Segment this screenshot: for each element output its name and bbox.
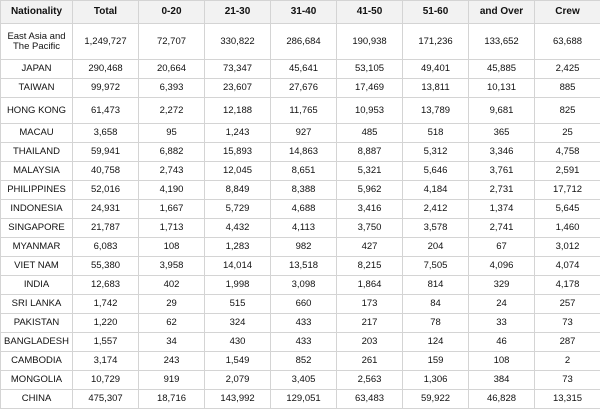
age-21-30-cell: 1,998 (205, 276, 271, 295)
column-header-age-and-over: and Over (469, 1, 535, 24)
table-row (1, 124, 600, 143)
total-cell: 55,380 (73, 257, 139, 276)
age-and-over-cell: 2,731 (469, 181, 535, 200)
age-21-30-cell: 15,893 (205, 143, 271, 162)
table-body (1, 24, 600, 409)
column-header-age-31-40: 31-40 (271, 1, 337, 24)
table-row (1, 257, 600, 276)
age-and-over-cell: 3,346 (469, 143, 535, 162)
age-31-40-cell: 3,098 (271, 276, 337, 295)
crew-cell: 4,758 (535, 143, 600, 162)
age-and-over-cell: 46,828 (469, 390, 535, 409)
age-41-50-cell: 5,321 (337, 162, 403, 181)
nationality-cell: TAIWAN (1, 79, 73, 98)
total-cell: 1,557 (73, 333, 139, 352)
nationality-cell: PHILIPPINES (1, 181, 73, 200)
age-0-20-cell: 6,393 (139, 79, 205, 98)
age-31-40-cell: 286,684 (271, 24, 337, 60)
age-21-30-cell: 4,432 (205, 219, 271, 238)
age-51-60-cell: 159 (403, 352, 469, 371)
age-21-30-cell: 2,079 (205, 371, 271, 390)
age-51-60-cell: 1,306 (403, 371, 469, 390)
age-21-30-cell: 23,607 (205, 79, 271, 98)
table-row (1, 219, 600, 238)
age-21-30-cell: 430 (205, 333, 271, 352)
table-row (1, 276, 600, 295)
table-row (1, 181, 600, 200)
age-41-50-cell: 217 (337, 314, 403, 333)
age-41-50-cell: 17,469 (337, 79, 403, 98)
age-41-50-cell: 203 (337, 333, 403, 352)
age-51-60-cell: 518 (403, 124, 469, 143)
total-cell: 12,683 (73, 276, 139, 295)
age-51-60-cell: 4,184 (403, 181, 469, 200)
age-0-20-cell: 18,716 (139, 390, 205, 409)
crew-cell: 13,315 (535, 390, 600, 409)
crew-cell: 73 (535, 371, 600, 390)
age-21-30-cell: 1,283 (205, 238, 271, 257)
age-31-40-cell: 11,765 (271, 98, 337, 124)
age-31-40-cell: 982 (271, 238, 337, 257)
crew-cell: 257 (535, 295, 600, 314)
age-41-50-cell: 63,483 (337, 390, 403, 409)
total-cell: 3,658 (73, 124, 139, 143)
age-and-over-cell: 365 (469, 124, 535, 143)
age-0-20-cell: 1,667 (139, 200, 205, 219)
age-51-60-cell: 78 (403, 314, 469, 333)
age-51-60-cell: 7,505 (403, 257, 469, 276)
age-and-over-cell: 3,761 (469, 162, 535, 181)
crew-cell: 3,012 (535, 238, 600, 257)
nationality-cell: MACAU (1, 124, 73, 143)
table-row (1, 60, 600, 79)
age-0-20-cell: 402 (139, 276, 205, 295)
age-21-30-cell: 8,849 (205, 181, 271, 200)
age-41-50-cell: 3,416 (337, 200, 403, 219)
age-41-50-cell: 8,215 (337, 257, 403, 276)
table-row (1, 143, 600, 162)
age-21-30-cell: 12,045 (205, 162, 271, 181)
age-0-20-cell: 72,707 (139, 24, 205, 60)
column-header-age-41-50: 41-50 (337, 1, 403, 24)
age-0-20-cell: 2,272 (139, 98, 205, 124)
nationality-cell: PAKISTAN (1, 314, 73, 333)
table-row (1, 238, 600, 257)
age-and-over-cell: 329 (469, 276, 535, 295)
column-header-crew: Crew (535, 1, 600, 24)
crew-cell: 73 (535, 314, 600, 333)
crew-cell: 63,688 (535, 24, 600, 60)
total-cell: 40,758 (73, 162, 139, 181)
nationality-cell: MONGOLIA (1, 371, 73, 390)
age-51-60-cell: 49,401 (403, 60, 469, 79)
nationality-cell: CAMBODIA (1, 352, 73, 371)
crew-cell: 5,645 (535, 200, 600, 219)
age-41-50-cell: 190,938 (337, 24, 403, 60)
nationality-cell: VIET NAM (1, 257, 73, 276)
age-31-40-cell: 8,651 (271, 162, 337, 181)
age-41-50-cell: 261 (337, 352, 403, 371)
age-31-40-cell: 8,388 (271, 181, 337, 200)
age-41-50-cell: 10,953 (337, 98, 403, 124)
nationality-cell: CHINA (1, 390, 73, 409)
age-and-over-cell: 24 (469, 295, 535, 314)
column-header-age-51-60: 51-60 (403, 1, 469, 24)
age-and-over-cell: 2,741 (469, 219, 535, 238)
header-row (1, 1, 600, 24)
table-row (1, 352, 600, 371)
age-and-over-cell: 1,374 (469, 200, 535, 219)
age-51-60-cell: 3,578 (403, 219, 469, 238)
age-31-40-cell: 3,405 (271, 371, 337, 390)
age-0-20-cell: 34 (139, 333, 205, 352)
age-31-40-cell: 14,863 (271, 143, 337, 162)
age-and-over-cell: 45,885 (469, 60, 535, 79)
age-and-over-cell: 10,131 (469, 79, 535, 98)
age-21-30-cell: 1,549 (205, 352, 271, 371)
age-31-40-cell: 129,051 (271, 390, 337, 409)
total-cell: 24,931 (73, 200, 139, 219)
age-31-40-cell: 4,688 (271, 200, 337, 219)
total-cell: 475,307 (73, 390, 139, 409)
age-21-30-cell: 1,243 (205, 124, 271, 143)
table-row (1, 295, 600, 314)
nationality-cell: JAPAN (1, 60, 73, 79)
age-41-50-cell: 2,563 (337, 371, 403, 390)
total-cell: 99,972 (73, 79, 139, 98)
age-51-60-cell: 171,236 (403, 24, 469, 60)
crew-cell: 2,591 (535, 162, 600, 181)
age-31-40-cell: 45,641 (271, 60, 337, 79)
column-header-nationality: Nationality (1, 1, 73, 24)
nationality-cell: SRI LANKA (1, 295, 73, 314)
age-0-20-cell: 6,882 (139, 143, 205, 162)
age-51-60-cell: 59,922 (403, 390, 469, 409)
age-and-over-cell: 46 (469, 333, 535, 352)
age-31-40-cell: 660 (271, 295, 337, 314)
age-and-over-cell: 9,681 (469, 98, 535, 124)
crew-cell: 885 (535, 79, 600, 98)
crew-cell: 287 (535, 333, 600, 352)
nationality-cell: MALAYSIA (1, 162, 73, 181)
table-row (1, 162, 600, 181)
total-cell: 1,220 (73, 314, 139, 333)
nationality-cell: BANGLADESH (1, 333, 73, 352)
age-0-20-cell: 108 (139, 238, 205, 257)
age-0-20-cell: 29 (139, 295, 205, 314)
age-51-60-cell: 5,646 (403, 162, 469, 181)
age-31-40-cell: 4,113 (271, 219, 337, 238)
crew-cell: 2 (535, 352, 600, 371)
crew-cell: 1,460 (535, 219, 600, 238)
age-31-40-cell: 927 (271, 124, 337, 143)
total-cell: 52,016 (73, 181, 139, 200)
age-21-30-cell: 330,822 (205, 24, 271, 60)
total-cell: 6,083 (73, 238, 139, 257)
age-41-50-cell: 53,105 (337, 60, 403, 79)
age-21-30-cell: 12,188 (205, 98, 271, 124)
age-0-20-cell: 62 (139, 314, 205, 333)
column-header-age-21-30: 21-30 (205, 1, 271, 24)
age-51-60-cell: 2,412 (403, 200, 469, 219)
age-41-50-cell: 8,887 (337, 143, 403, 162)
nationality-cell: INDIA (1, 276, 73, 295)
age-and-over-cell: 67 (469, 238, 535, 257)
table-row (1, 371, 600, 390)
age-21-30-cell: 515 (205, 295, 271, 314)
age-41-50-cell: 173 (337, 295, 403, 314)
total-cell: 61,473 (73, 98, 139, 124)
table-row (1, 200, 600, 219)
age-31-40-cell: 13,518 (271, 257, 337, 276)
age-31-40-cell: 852 (271, 352, 337, 371)
age-21-30-cell: 5,729 (205, 200, 271, 219)
age-21-30-cell: 143,992 (205, 390, 271, 409)
age-21-30-cell: 14,014 (205, 257, 271, 276)
age-51-60-cell: 124 (403, 333, 469, 352)
age-31-40-cell: 27,676 (271, 79, 337, 98)
table-row (1, 390, 600, 409)
column-header-age-0-20: 0-20 (139, 1, 205, 24)
age-51-60-cell: 814 (403, 276, 469, 295)
age-0-20-cell: 20,664 (139, 60, 205, 79)
nationality-cell: THAILAND (1, 143, 73, 162)
nationality-cell: MYANMAR (1, 238, 73, 257)
table-row (1, 314, 600, 333)
total-cell: 3,174 (73, 352, 139, 371)
age-0-20-cell: 243 (139, 352, 205, 371)
age-0-20-cell: 2,743 (139, 162, 205, 181)
age-21-30-cell: 324 (205, 314, 271, 333)
total-cell: 1,742 (73, 295, 139, 314)
table-row (1, 98, 600, 124)
age-and-over-cell: 4,096 (469, 257, 535, 276)
table-row (1, 24, 600, 60)
crew-cell: 4,178 (535, 276, 600, 295)
nationality-cell: INDONESIA (1, 200, 73, 219)
age-41-50-cell: 3,750 (337, 219, 403, 238)
age-31-40-cell: 433 (271, 314, 337, 333)
age-and-over-cell: 33 (469, 314, 535, 333)
age-51-60-cell: 13,789 (403, 98, 469, 124)
nationality-cell: SINGAPORE (1, 219, 73, 238)
age-0-20-cell: 919 (139, 371, 205, 390)
crew-cell: 17,712 (535, 181, 600, 200)
total-cell: 59,941 (73, 143, 139, 162)
age-and-over-cell: 384 (469, 371, 535, 390)
nationality-cell: HONG KONG (1, 98, 73, 124)
age-41-50-cell: 5,962 (337, 181, 403, 200)
crew-cell: 25 (535, 124, 600, 143)
crew-cell: 4,074 (535, 257, 600, 276)
nationality-cell: East Asia and The Pacific (1, 24, 73, 60)
age-and-over-cell: 133,652 (469, 24, 535, 60)
total-cell: 21,787 (73, 219, 139, 238)
table-row (1, 333, 600, 352)
column-header-total: Total (73, 1, 139, 24)
table-row (1, 79, 600, 98)
age-0-20-cell: 95 (139, 124, 205, 143)
age-51-60-cell: 5,312 (403, 143, 469, 162)
age-and-over-cell: 108 (469, 352, 535, 371)
age-21-30-cell: 73,347 (205, 60, 271, 79)
age-31-40-cell: 433 (271, 333, 337, 352)
total-cell: 1,249,727 (73, 24, 139, 60)
total-cell: 10,729 (73, 371, 139, 390)
age-41-50-cell: 1,864 (337, 276, 403, 295)
crew-cell: 825 (535, 98, 600, 124)
age-0-20-cell: 1,713 (139, 219, 205, 238)
age-0-20-cell: 3,958 (139, 257, 205, 276)
age-51-60-cell: 13,811 (403, 79, 469, 98)
age-41-50-cell: 485 (337, 124, 403, 143)
age-51-60-cell: 204 (403, 238, 469, 257)
age-41-50-cell: 427 (337, 238, 403, 257)
age-51-60-cell: 84 (403, 295, 469, 314)
age-0-20-cell: 4,190 (139, 181, 205, 200)
total-cell: 290,468 (73, 60, 139, 79)
crew-cell: 2,425 (535, 60, 600, 79)
